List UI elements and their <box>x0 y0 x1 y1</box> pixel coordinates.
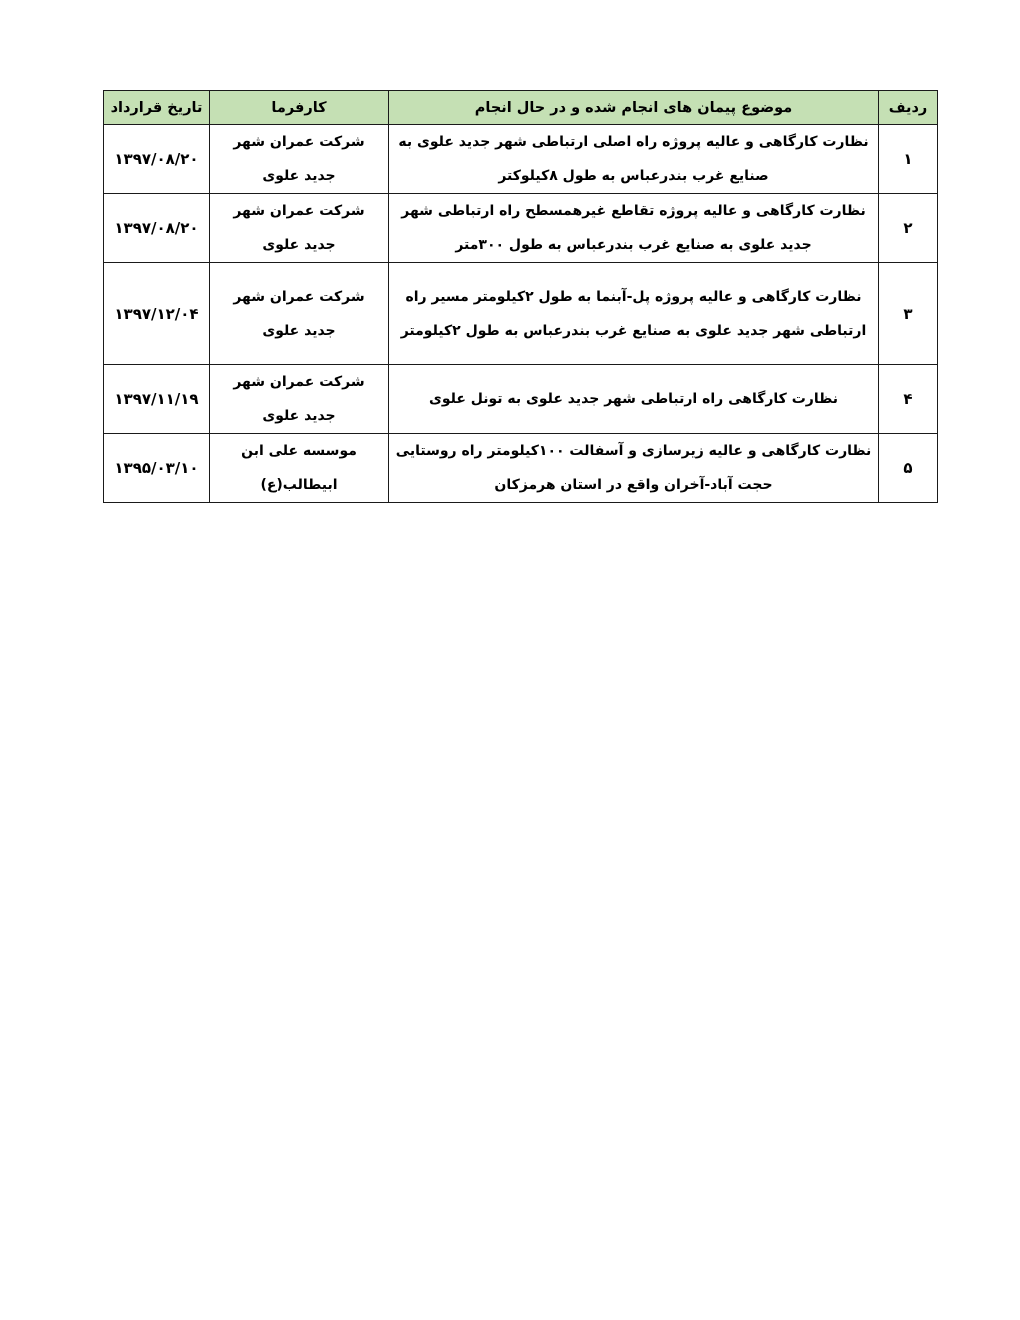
header-employer: کارفرما <box>210 91 389 125</box>
contracts-table <box>103 90 938 503</box>
employer-line-1: شرکت عمران شهر <box>233 374 365 390</box>
employer-line-2: جدید علوی <box>262 322 336 339</box>
table-header-row <box>104 91 938 125</box>
row-number: ۲ <box>879 194 938 263</box>
employer <box>210 263 389 365</box>
contract-date: ۱۳۹۷/۰۸/۲۰ <box>104 194 210 263</box>
employer <box>210 125 389 194</box>
employer-line-2: جدید علوی <box>262 237 336 253</box>
header-subject: موضوع پیمان های انجام شده و در حال انجام <box>389 91 879 125</box>
header-row-no: ردیف <box>879 91 938 125</box>
employer-line-1: شرکت عمران شهر <box>233 203 365 219</box>
subject-line-1: نظارت کارگاهی و عالیه پروژه پل-آبنما به طول ۲کیلومتر مسیر راه <box>405 288 862 305</box>
employer-line-2: ابیطالب(ع) <box>260 477 338 493</box>
employer <box>210 194 389 263</box>
contract-subject <box>389 125 879 194</box>
row-number: ۵ <box>879 434 938 503</box>
contract-date: ۱۳۹۷/۱۱/۱۹ <box>104 365 210 434</box>
employer-line-2: جدید علوی <box>262 168 336 184</box>
employer <box>210 434 389 503</box>
employer-line-1: شرکت عمران شهر <box>233 288 365 305</box>
contract-date: ۱۳۹۷/۱۲/۰۴ <box>104 263 210 365</box>
contract-subject <box>389 434 879 503</box>
contract-date: ۱۳۹۷/۰۸/۲۰ <box>104 125 210 194</box>
employer-line-1: شرکت عمران شهر <box>233 134 365 150</box>
row-number: ۳ <box>879 263 938 365</box>
subject-line-1: نظارت کارگاهی و عالیه زیرسازی و آسفالت ۱۰۰کیلومتر راه روستایی <box>395 443 872 459</box>
subject-line-1: نظارت کارگاهی راه ارتباطی شهر جدید علوی به تونل علوی <box>429 391 838 407</box>
subject-line-2: ارتباطی شهر جدید علوی به صنایع غرب بندرعباس به طول ۲کیلومتر <box>400 322 867 339</box>
contract-date: ۱۳۹۵/۰۳/۱۰ <box>104 434 210 503</box>
row-number: ۴ <box>879 365 938 434</box>
row-number: ۱ <box>879 125 938 194</box>
employer-line-2: جدید علوی <box>262 408 336 424</box>
subject-line-2: جدید علوی به صنایع غرب بندرعباس به طول ۳۰۰متر <box>455 237 812 253</box>
contract-subject <box>389 194 879 263</box>
table-row <box>104 125 938 194</box>
employer-line-1: موسسه علی ابن <box>241 443 357 459</box>
table-row <box>104 194 938 263</box>
table-row <box>104 263 938 365</box>
employer <box>210 365 389 434</box>
contract-subject <box>389 365 879 434</box>
header-contract-date: تاریخ قرارداد <box>104 91 210 125</box>
subject-line-2: حجت آباد-آخران واقع در استان هرمزکان <box>494 477 773 493</box>
subject-line-2: صنایع غرب بندرعباس به طول ۸کیلوکتر <box>498 168 769 184</box>
subject-line-1: نظارت کارگاهی و عالیه پروژه تقاطع غیرهمسطح راه ارتباطی شهر <box>401 203 866 219</box>
contract-subject <box>389 263 879 365</box>
subject-line-1: نظارت کارگاهی و عالیه پروژه راه اصلی ارتباطی شهر جدید علوی به <box>398 134 869 150</box>
table-row <box>104 365 938 434</box>
table-row <box>104 434 938 503</box>
